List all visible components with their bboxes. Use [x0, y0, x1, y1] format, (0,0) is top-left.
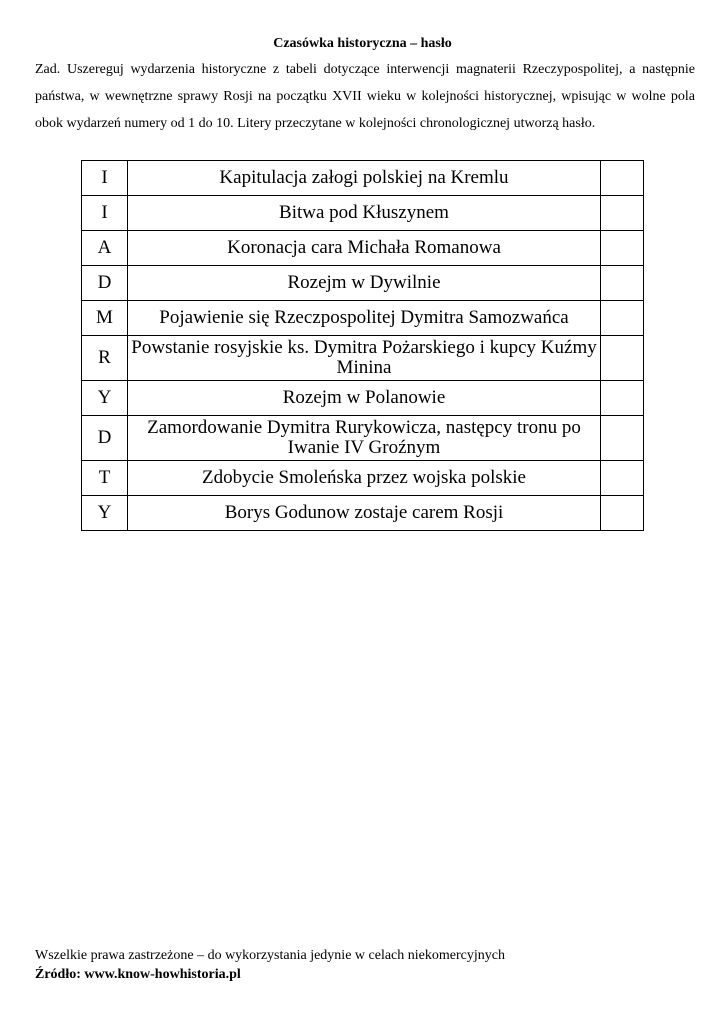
answer-cell[interactable]: [601, 301, 644, 336]
answer-cell[interactable]: [601, 196, 644, 231]
row-letter: A: [82, 231, 128, 266]
row-letter: R: [82, 336, 128, 381]
events-table: [81, 160, 644, 531]
task-instructions: Zad. Uszereguj wydarzenia historyczne z tabeli dotyczące interwencji magnaterii Rzeczypospolitej, a następnie państwa, w wewnętrzne sprawy Rosji na początku XVII wieku w kolejności historycznej, wpisując w wolne pola obok wydarzeń numery od 1 do 10. Litery przeczytane w kolejności chronologicznej utworzą hasło.: [35, 62, 695, 131]
answer-cell[interactable]: [601, 161, 644, 196]
row-event: Zamordowanie Dymitra Rurykowicza, następcy tronu po Iwanie IV Groźnym: [128, 416, 601, 461]
rights-notice: Wszelkie prawa zastrzeżone – do wykorzystania jedynie w celach niekomercyjnych: [35, 948, 505, 963]
row-event: Powstanie rosyjskie ks. Dymitra Pożarskiego i kupcy Kuźmy Minina: [128, 336, 601, 381]
row-event: Borys Godunow zostaje carem Rosji: [128, 496, 601, 531]
answer-cell[interactable]: [601, 416, 644, 461]
answer-cell[interactable]: [601, 461, 644, 496]
table-row: [82, 231, 644, 266]
row-letter: D: [82, 416, 128, 461]
row-letter: I: [82, 161, 128, 196]
row-letter: I: [82, 196, 128, 231]
answer-cell[interactable]: [601, 336, 644, 381]
table-row: [82, 381, 644, 416]
answer-cell[interactable]: [601, 231, 644, 266]
row-event: Zdobycie Smoleńska przez wojska polskie: [128, 461, 601, 496]
page-title: Czasówka historyczna – hasło: [273, 36, 452, 51]
row-letter: T: [82, 461, 128, 496]
row-event: Rozejm w Polanowie: [128, 381, 601, 416]
row-event: Koronacja cara Michała Romanowa: [128, 231, 601, 266]
row-letter: D: [82, 266, 128, 301]
source-line: Źródło: www.know-howhistoria.pl: [35, 967, 241, 982]
table-row: [82, 196, 644, 231]
row-event: Pojawienie się Rzeczpospolitej Dymitra Samozwańca: [128, 301, 601, 336]
table-row: [82, 416, 644, 461]
row-event: Rozejm w Dywilnie: [128, 266, 601, 301]
table-row: [82, 266, 644, 301]
answer-cell[interactable]: [601, 496, 644, 531]
row-letter: M: [82, 301, 128, 336]
table-row: [82, 336, 644, 381]
answer-cell[interactable]: [601, 266, 644, 301]
row-letter: Y: [82, 496, 128, 531]
row-letter: Y: [82, 381, 128, 416]
table-row: [82, 496, 644, 531]
page-footer: [35, 946, 505, 984]
row-event: Kapitulacja załogi polskiej na Kremlu: [128, 161, 601, 196]
table-row: [82, 161, 644, 196]
answer-cell[interactable]: [601, 381, 644, 416]
table-row: [82, 301, 644, 336]
table-row: [82, 461, 644, 496]
row-event: Bitwa pod Kłuszynem: [128, 196, 601, 231]
